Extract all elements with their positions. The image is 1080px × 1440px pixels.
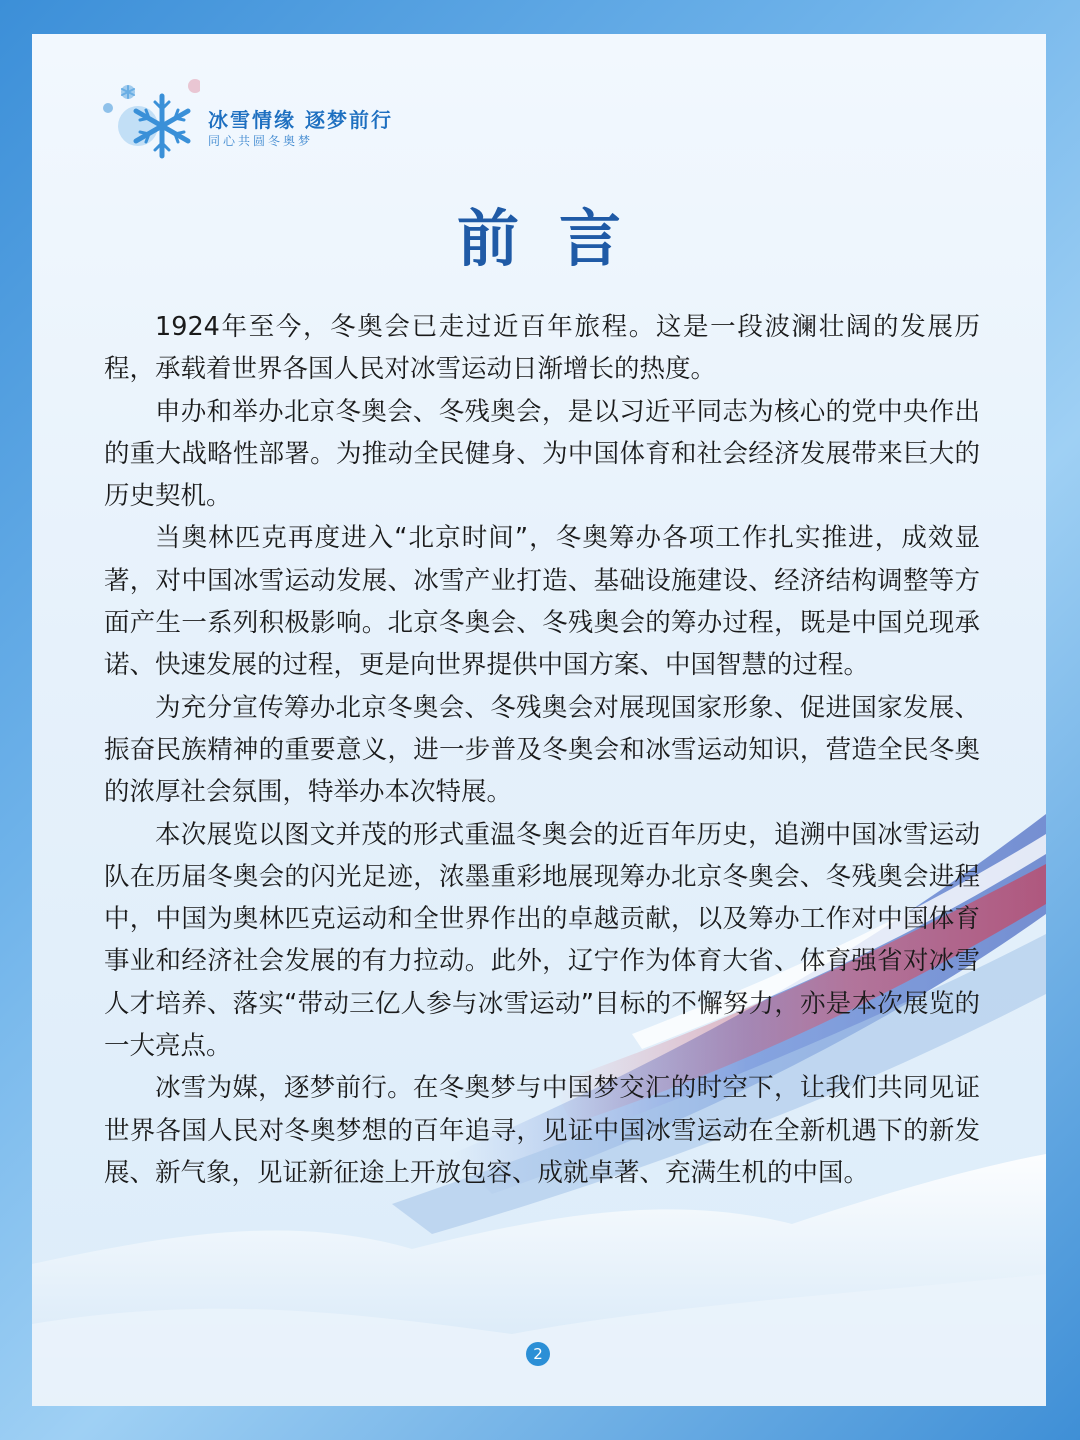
preface-body	[104, 306, 980, 1194]
logo-subtitle: 同心共圆冬奥梦	[208, 134, 314, 148]
snowflake-icon	[100, 78, 200, 168]
page-number-badge: 2	[526, 1342, 550, 1366]
paragraph: 为充分宣传筹办北京冬奥会、冬残奥会对展现国家形象、促进国家发展、振奋民族精神的重要意义，进一步普及冬奥会和冰雪运动知识，营造全民冬奥的浓厚社会氛围，特举办本次特展。	[104, 692, 980, 808]
event-logo	[100, 78, 460, 168]
paragraph: 当奥林匹克再度进入“北京时间”，冬奥筹办各项工作扎实推进，成效显著，对中国冰雪运动发展、冰雪产业打造、基础设施建设、经济结构调整等方面产生一系列积极影响。北京冬奥会、冬残奥会的筹办过程，既是中国兑现承诺、快速发展的过程，更是向世界提供中国方案、中国智慧的过程。	[104, 523, 980, 681]
paragraph: 申办和举办北京冬奥会、冬残奥会，是以习近平同志为核心的党中央作出的重大战略性部署。为推动全民健身、为中国体育和社会经济发展带来巨大的历史契机。	[104, 396, 980, 512]
logo-title: 冰雪情缘 逐梦前行	[208, 108, 393, 132]
paragraph: 本次展览以图文并茂的形式重温冬奥会的近百年历史，追溯中国冰雪运动队在历届冬奥会的闪光足迹，浓墨重彩地展现筹办北京冬奥会、冬残奥会进程中，中国为奥林匹克运动和全世界作出的卓越贡献，以及筹办工作对中国体育事业和经济社会发展的有力拉动。此外，辽宁作为体育大省、体育强省对冰雪人才培养、落实“带动三亿人参与冰雪运动”目标的不懈努力，亦是本次展览的一大亮点。	[104, 819, 980, 1062]
paragraph: 冰雪为媒，逐梦前行。在冬奥梦与中国梦交汇的时空下，让我们共同见证世界各国人民对冬奥梦想的百年追寻，见证中国冰雪运动在全新机遇下的新发展、新气象，见证新征途上开放包容、成就卓著、充满生机的中国。	[104, 1073, 980, 1188]
paragraph: 1924年至今，冬奥会已走过近百年旅程。这是一段波澜壮阔的发展历程，承载着世界各国人民对冰雪运动日渐增长的热度。	[104, 312, 980, 385]
poster-panel	[32, 34, 1046, 1406]
page-title: 前言	[456, 202, 661, 275]
